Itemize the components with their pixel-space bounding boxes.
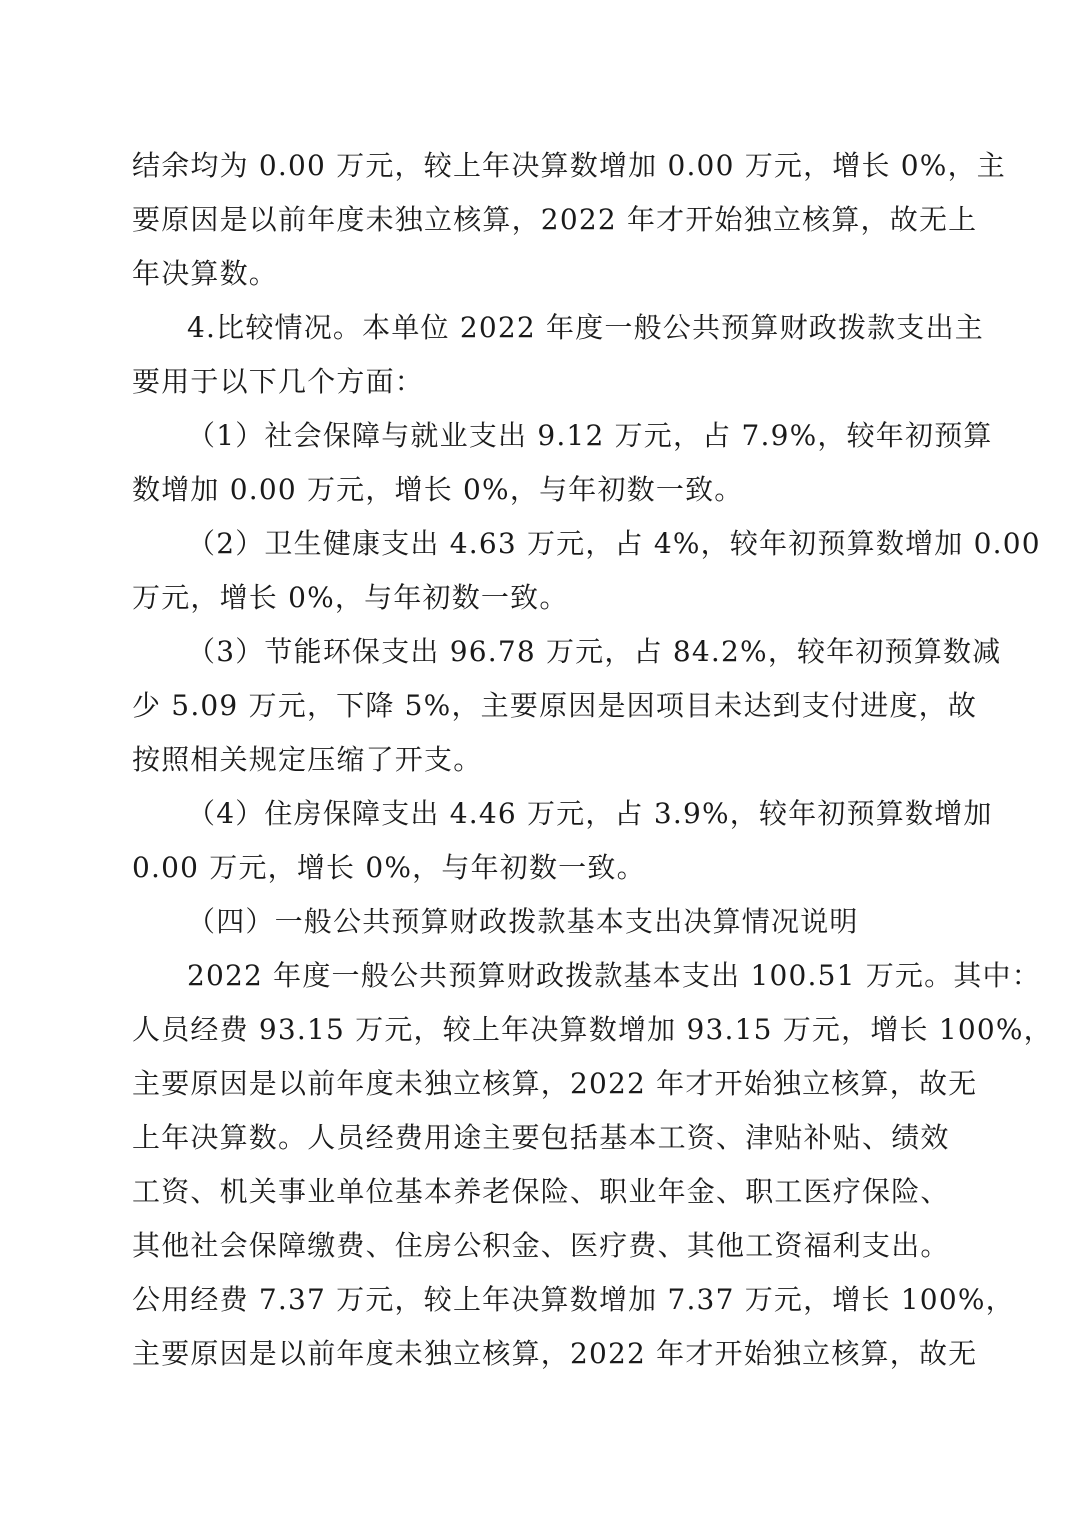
text-line: 其他社会保障缴费、住房公积金、医疗费、其他工资福利支出。 [132, 1229, 950, 1262]
text-line: 按照相关规定压缩了开支。 [132, 743, 483, 776]
text-line: 主要原因是以前年度未独立核算，2022 年才开始独立核算，故无 [132, 1067, 978, 1100]
text-line: 万元，增长 0%，与年初数一致。 [132, 581, 569, 614]
section-heading: （四）一般公共预算财政拨款基本支出决算情况说明 [187, 905, 859, 938]
text-line: 少 5.09 万元，下降 5%，主要原因是因项目未达到支付进度，故 [132, 689, 978, 722]
text-line: 0.00 万元，增长 0%，与年初数一致。 [132, 851, 646, 884]
text-line: 上年决算数。人员经费用途主要包括基本工资、津贴补贴、绩效 [132, 1121, 950, 1154]
text-line: 4.比较情况。本单位 2022 年度一般公共预算财政拨款支出主 [187, 311, 984, 344]
text-line: 结余均为 0.00 万元，较上年决算数增加 0.00 万元，增长 0%，主 [132, 149, 1007, 182]
text-line: 数增加 0.00 万元，增长 0%，与年初数一致。 [132, 473, 744, 506]
text-line: （1）社会保障与就业支出 9.12 万元，占 7.9%，较年初预算 [187, 419, 993, 452]
text-line: （2）卫生健康支出 4.63 万元，占 4%，较年初预算数增加 0.00 [187, 527, 1041, 560]
text-line: 要原因是以前年度未独立核算，2022 年才开始独立核算，故无上 [132, 203, 978, 236]
text-line: 工资、机关事业单位基本养老保险、职业年金、职工医疗保险、 [132, 1175, 950, 1208]
text-line: 主要原因是以前年度未独立核算，2022 年才开始独立核算，故无 [132, 1337, 978, 1370]
text-line: 公用经费 7.37 万元，较上年决算数增加 7.37 万元，增长 100%， [132, 1283, 1015, 1316]
text-line: 2022 年度一般公共预算财政拨款基本支出 100.51 万元。其中： [187, 959, 1041, 992]
text-line: 人员经费 93.15 万元，较上年决算数增加 93.15 万元，增长 100%， [132, 1013, 1053, 1046]
text-line: 要用于以下几个方面： [132, 365, 425, 398]
text-line: 年决算数。 [132, 257, 279, 290]
text-line: （3）节能环保支出 96.78 万元，占 84.2%，较年初预算数减 [187, 635, 1002, 668]
text-line: （4）住房保障支出 4.46 万元，占 3.9%，较年初预算数增加 [187, 797, 993, 830]
